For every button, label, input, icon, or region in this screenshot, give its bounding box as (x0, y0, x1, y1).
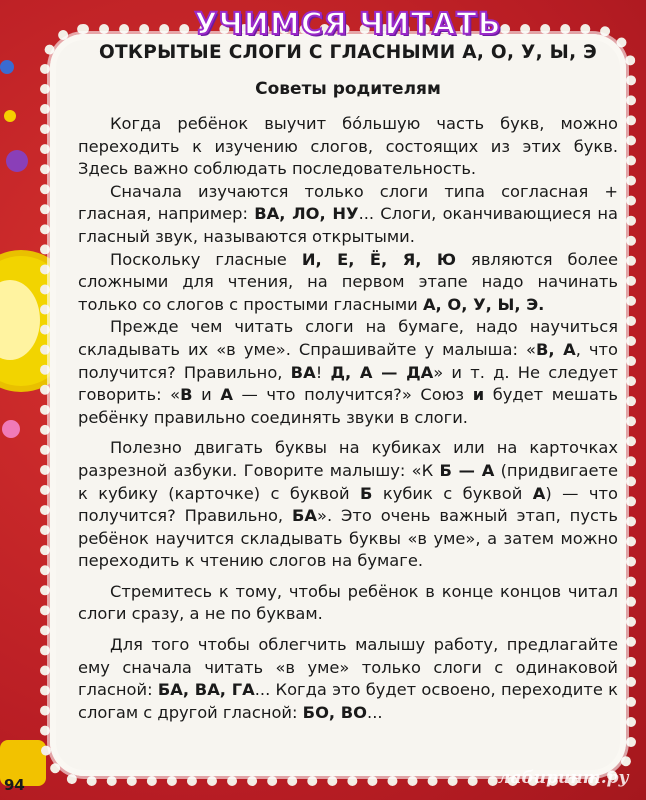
text-segment: кубик с буквой (372, 483, 533, 503)
text-segment: Сначала изучаются только слоги типа согласная + гласная, например: (78, 181, 618, 224)
text-segment: ... Когда это будет освоено, переходите к слогам с другой гласной: (78, 680, 618, 722)
bold-segment: Б (360, 483, 373, 503)
text-segment: ) — что получится? Правильно, (78, 483, 618, 526)
text-segment: , что получится? Правильно, (78, 339, 618, 382)
text-segment: Полезно двигать буквы на кубиках или на карточках разрезной азбуки. Говорите малышу: «К (78, 438, 618, 480)
page-number: 94 (4, 776, 25, 794)
text-segment: Когда ребёнок выучит бо́льшую часть букв, можно переходить к изучению слогов, состоящих из этих букв. Здесь важно соблюдать последовательность. (78, 114, 618, 179)
paragraph-list (78, 113, 618, 724)
page-heading: ОТКРЫТЫЕ СЛОГИ С ГЛАСНЫМИ А, О, У, Ы, Э (98, 42, 598, 63)
paragraph (78, 634, 618, 724)
page-subheading: Советы родителям (255, 79, 441, 99)
bold-segment: и (472, 385, 485, 405)
paragraph (78, 181, 618, 249)
bold-segment: В (180, 385, 193, 405)
text-segment: Поскольку гласные (110, 249, 302, 269)
text-segment: ». Это очень важный этап, пусть ребёнок научится складывать буквы «в уме», а затем можно переходить к чтению слогов на бумаге. (78, 506, 618, 571)
bold-segment: А (532, 483, 546, 503)
watermark: лабиринт.ру (498, 768, 629, 788)
paragraph (78, 113, 618, 181)
bold-segment: И, Е, Ё, Я, Ю (301, 249, 457, 269)
bold-segment: ВА, ЛО, НУ (254, 204, 359, 224)
text-segment: Прежде чем читать слоги на бумаге, надо научиться складывать их «в уме». Спрашивайте у малыша: « (78, 317, 618, 359)
text-segment: Стремитесь к тому, чтобы ребёнок в конце концов читал слоги сразу, а не по буквам. (78, 581, 618, 624)
text-segment: будет мешать ребёнку правильно соединять звуки в слоги. (78, 385, 618, 427)
text-segment: Для того чтобы облегчить малышу работу, предлагайте ему сначала читать «в уме» только слоги с одинаковой гласной: (78, 635, 618, 700)
bold-segment: БА (291, 506, 317, 526)
purple-dot-decoration (6, 150, 28, 172)
text-segment: — что получится?» Союз (232, 385, 473, 405)
blue-dot-decoration (0, 60, 14, 74)
text-segment: являются более сложными для чтения, на первом этапе надо начинать только со слогов с простыми гласными (78, 249, 619, 314)
paragraph (78, 437, 618, 573)
paragraph (78, 316, 618, 429)
bold-segment: А, О, У, Ы, Э. (422, 294, 545, 314)
text-segment: » и т. д. Не следует говорить: « (78, 362, 618, 405)
document-body (78, 42, 618, 724)
bold-segment: Д, А — ДА (330, 362, 434, 382)
banner-title-text: УЧИМСЯ ЧИТАТЬ (194, 6, 502, 42)
section-banner-title (178, 2, 518, 46)
text-segment: (придвигаете к кубику (карточке) с буквой (78, 460, 618, 503)
pink-dot-decoration (2, 420, 20, 438)
text-segment: ... (367, 702, 383, 722)
bold-segment: БО, ВО (302, 702, 368, 722)
bold-segment: А (220, 385, 233, 405)
bold-segment: БА, ВА, ГА (157, 680, 255, 700)
text-segment: ! (315, 362, 331, 382)
paragraph (78, 249, 618, 317)
text-segment: ... Слоги, оканчивающиеся на гласный звук, называются открытыми. (78, 204, 618, 246)
bold-segment: Б — А (439, 460, 495, 480)
text-segment: и (192, 385, 221, 405)
bold-segment: ВА (290, 362, 316, 382)
bold-segment: В, А (535, 339, 576, 359)
paragraph (78, 581, 618, 626)
yellow-dot-decoration (4, 110, 16, 122)
